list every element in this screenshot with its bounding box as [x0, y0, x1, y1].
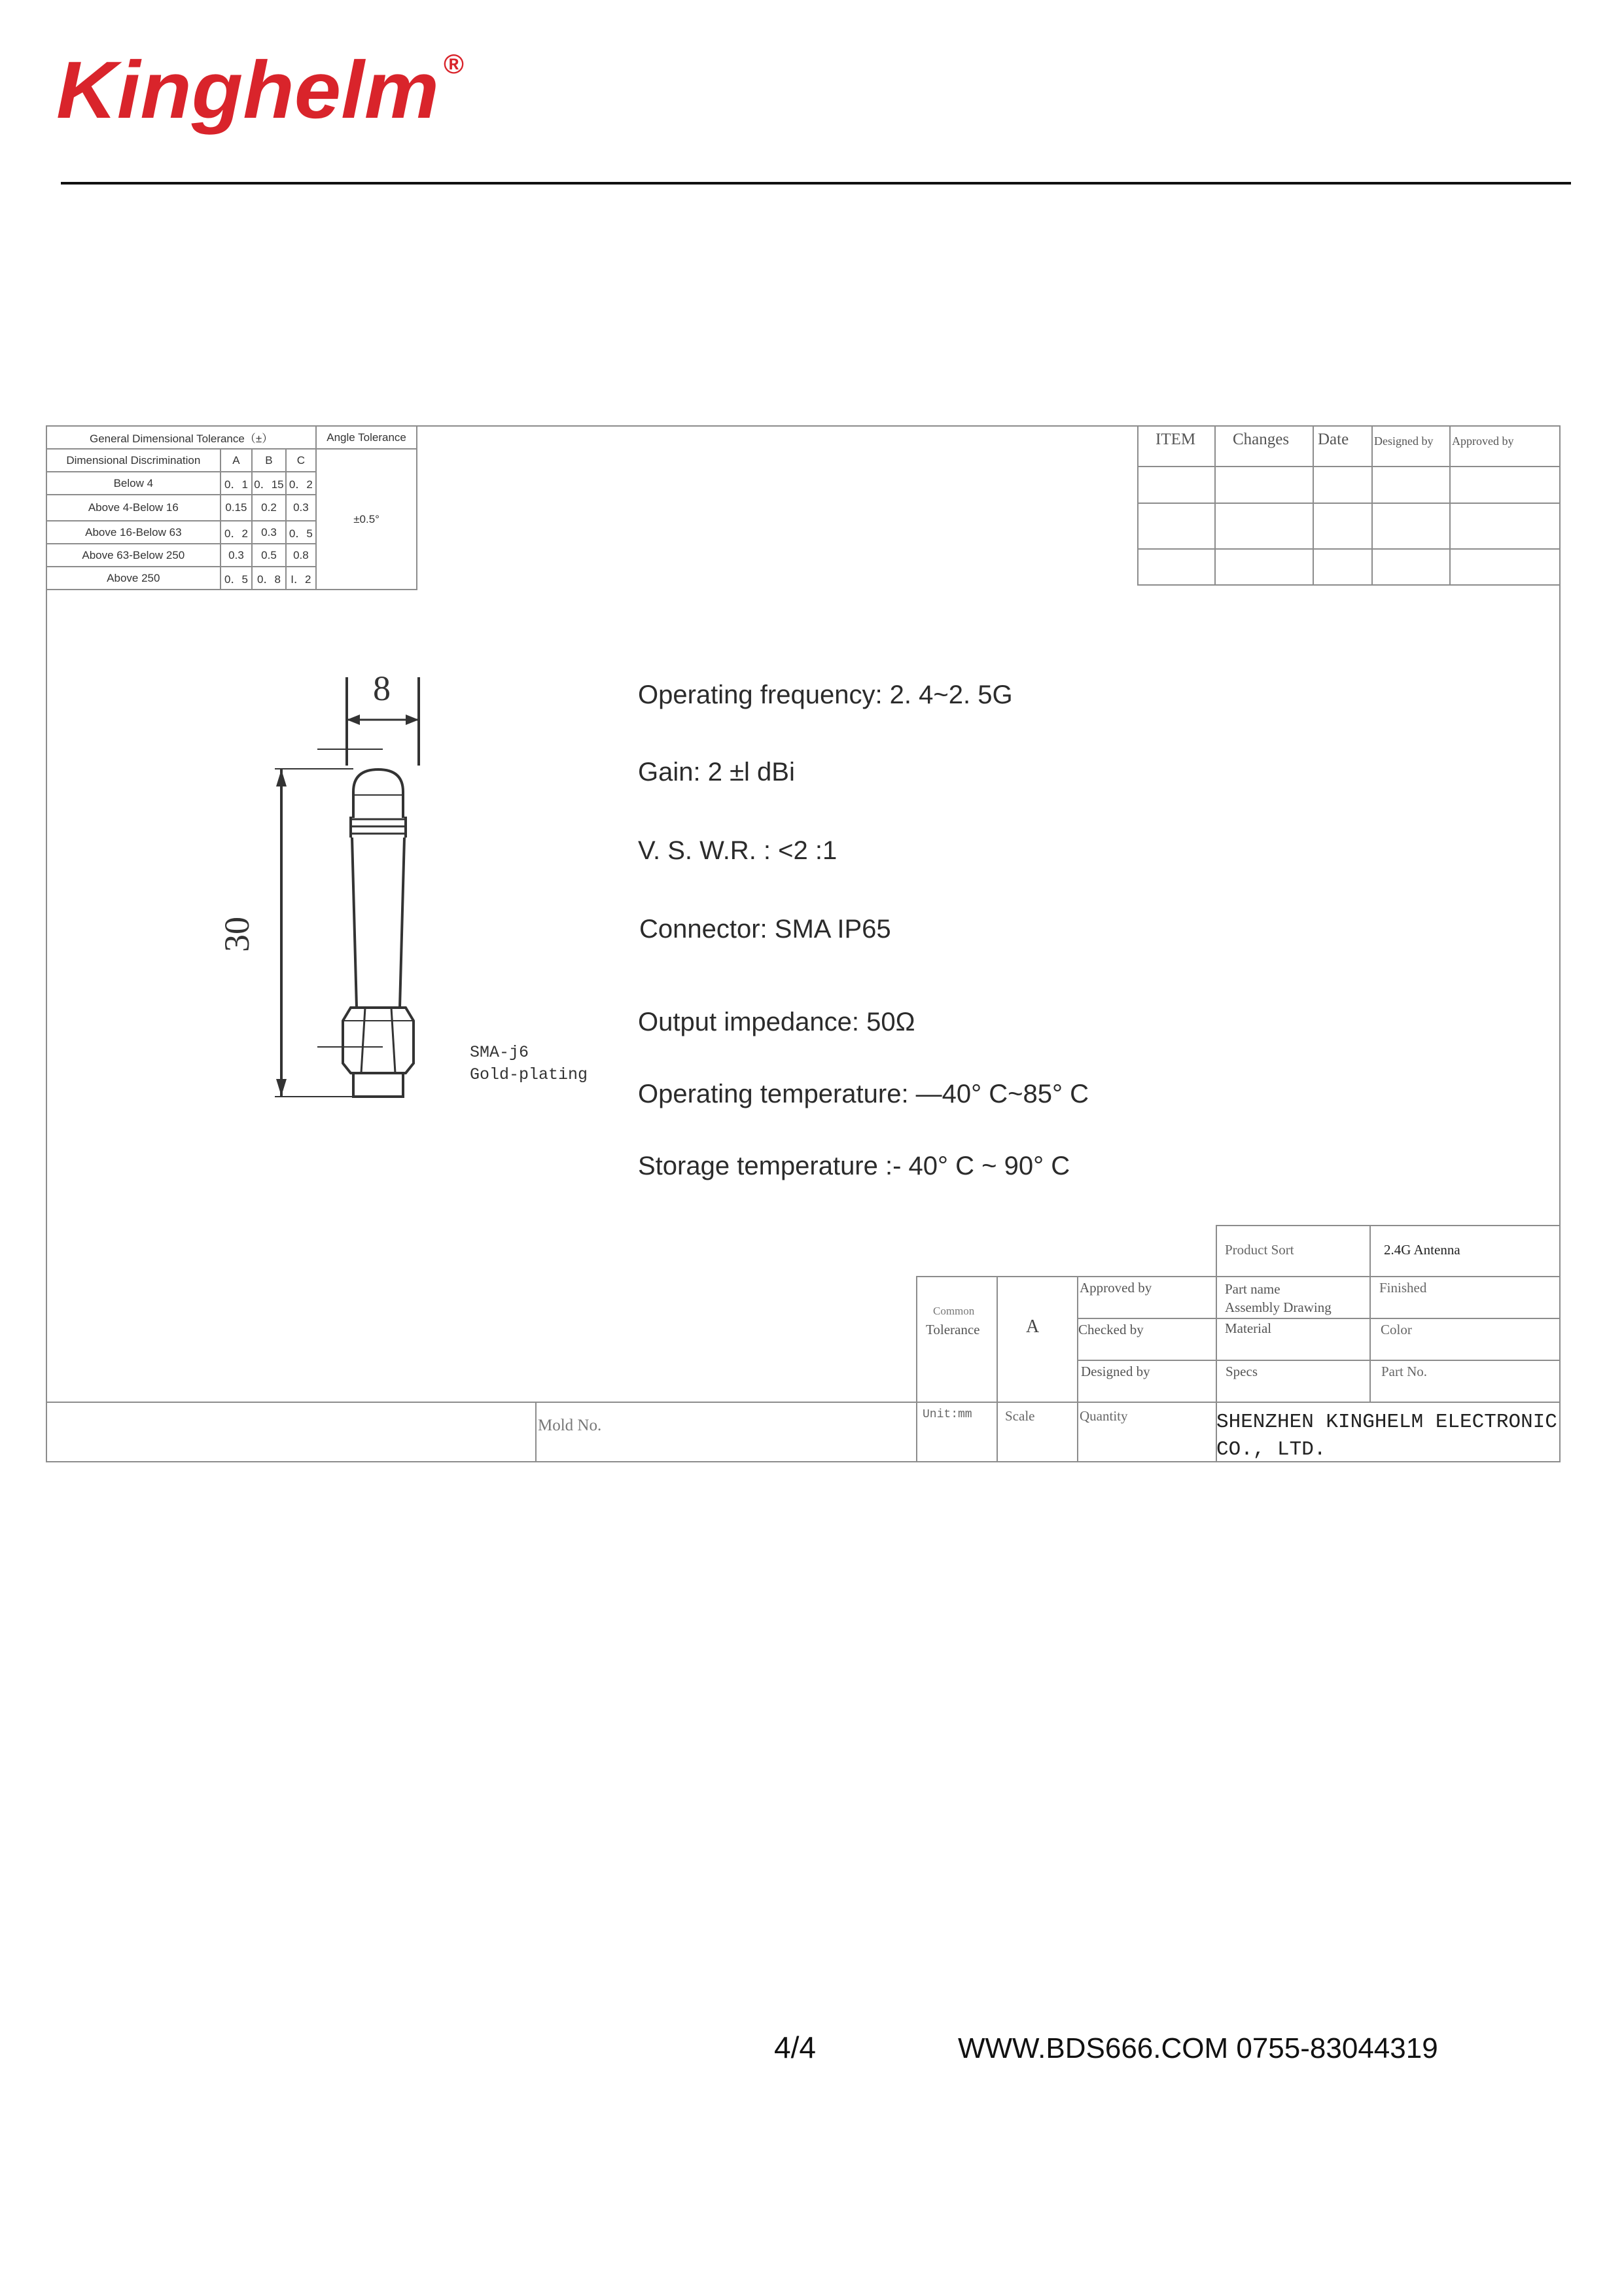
angle-tolerance-header: Angle Tolerance [316, 426, 417, 449]
part-name-value: Assembly Drawing [1225, 1299, 1332, 1315]
col-header: A [221, 449, 253, 472]
connector-label: SMA-j6 [470, 1043, 529, 1062]
angle-tolerance-value: ±0.5° [316, 449, 417, 590]
table-cell: 0．2 [286, 472, 317, 495]
table-cell: I．2 [286, 567, 317, 590]
rev-header-approved: Approved by [1452, 434, 1514, 448]
header-rule [61, 182, 1571, 185]
table-cell: 0.2 [252, 495, 285, 521]
mold-no-label: Mold No. [538, 1417, 602, 1434]
table-cell: Above 4-Below 16 [46, 495, 221, 521]
table-cell: 0．15 [252, 472, 285, 495]
table-cell: 0.15 [221, 495, 253, 521]
spec-gain: Gain: 2 ±l dBi [638, 758, 795, 786]
specs-label: Specs [1226, 1364, 1258, 1379]
table-cell: 0．5 [286, 521, 317, 544]
registered-mark: ® [444, 48, 464, 79]
col-header: Dimensional Discrimination [46, 449, 221, 472]
table-cell: Above 63-Below 250 [46, 544, 221, 567]
spec-frequency: Operating frequency: 2. 4~2. 5G [638, 680, 1013, 709]
tolerance-label: Tolerance [926, 1322, 980, 1337]
part-no-label: Part No. [1381, 1364, 1427, 1379]
rev-header-designed: Designed by [1374, 434, 1434, 448]
approved-by-label: Approved by [1080, 1280, 1152, 1296]
length-dimension: 30 [217, 917, 256, 952]
drawing-frame [46, 425, 1561, 1462]
company-name-line-2: CO., LTD. [1216, 1438, 1326, 1461]
table-cell: Below 4 [46, 472, 221, 495]
rev-header-item: ITEM [1156, 431, 1196, 448]
spec-operating-temp: Operating temperature: —40° C~85° C [638, 1080, 1089, 1108]
company-name-line-1: SHENZHEN KINGHELM ELECTRONIC [1216, 1411, 1557, 1434]
table-cell: 0.8 [286, 544, 317, 567]
product-sort-value: 2.4G Antenna [1384, 1242, 1460, 1258]
color-label: Color [1381, 1322, 1412, 1337]
page-number: 4/4 [774, 2030, 816, 2064]
scale-label: Scale [1005, 1408, 1035, 1424]
table-cell: 0．1 [221, 472, 253, 495]
width-dimension: 8 [373, 669, 391, 708]
plating-label: Gold-plating [470, 1065, 588, 1084]
spec-impedance: Output impedance: 50Ω [638, 1008, 915, 1036]
table-cell: 0．5 [221, 567, 253, 590]
table-cell: Above 16-Below 63 [46, 521, 221, 544]
designed-by-label: Designed by [1081, 1364, 1150, 1379]
table-cell: 0.5 [252, 544, 285, 567]
spec-connector: Connector: SMA IP65 [639, 915, 891, 944]
unit-label: Unit:mm [923, 1408, 972, 1421]
spec-vswr: V. S. W.R. : <2 :1 [638, 836, 838, 865]
table-cell: 0.3 [252, 521, 285, 544]
material-label: Material [1225, 1320, 1272, 1336]
table-cell: Above 250 [46, 567, 221, 590]
table-cell: 0.3 [286, 495, 317, 521]
revision-table [1137, 425, 1561, 586]
tolerance-title: General Dimensional Tolerance（±） [46, 426, 316, 449]
table-cell: 0.3 [221, 544, 253, 567]
checked-by-label: Checked by [1078, 1322, 1144, 1337]
rev-header-changes: Changes [1233, 431, 1290, 448]
rev-header-date: Date [1318, 431, 1349, 448]
product-sort-label: Product Sort [1225, 1242, 1294, 1258]
col-header: C [286, 449, 317, 472]
col-header: B [252, 449, 285, 472]
kinghelm-logo [54, 41, 472, 152]
quantity-label: Quantity [1080, 1408, 1128, 1424]
tolerance-grade: A [1026, 1316, 1040, 1337]
table-cell: 0．2 [221, 521, 253, 544]
part-name-label: Part name [1225, 1281, 1280, 1297]
logo-wordmark: Kinghelm [56, 45, 439, 135]
table-cell: 0．8 [252, 567, 285, 590]
finished-label: Finished [1379, 1280, 1427, 1296]
common-label: Common [933, 1305, 975, 1317]
spec-storage-temp: Storage temperature :- 40° C ~ 90° C [638, 1152, 1070, 1180]
tolerance-table [46, 425, 417, 590]
footer-website-phone: WWW.BDS666.COM 0755-83044319 [958, 2032, 1438, 2064]
